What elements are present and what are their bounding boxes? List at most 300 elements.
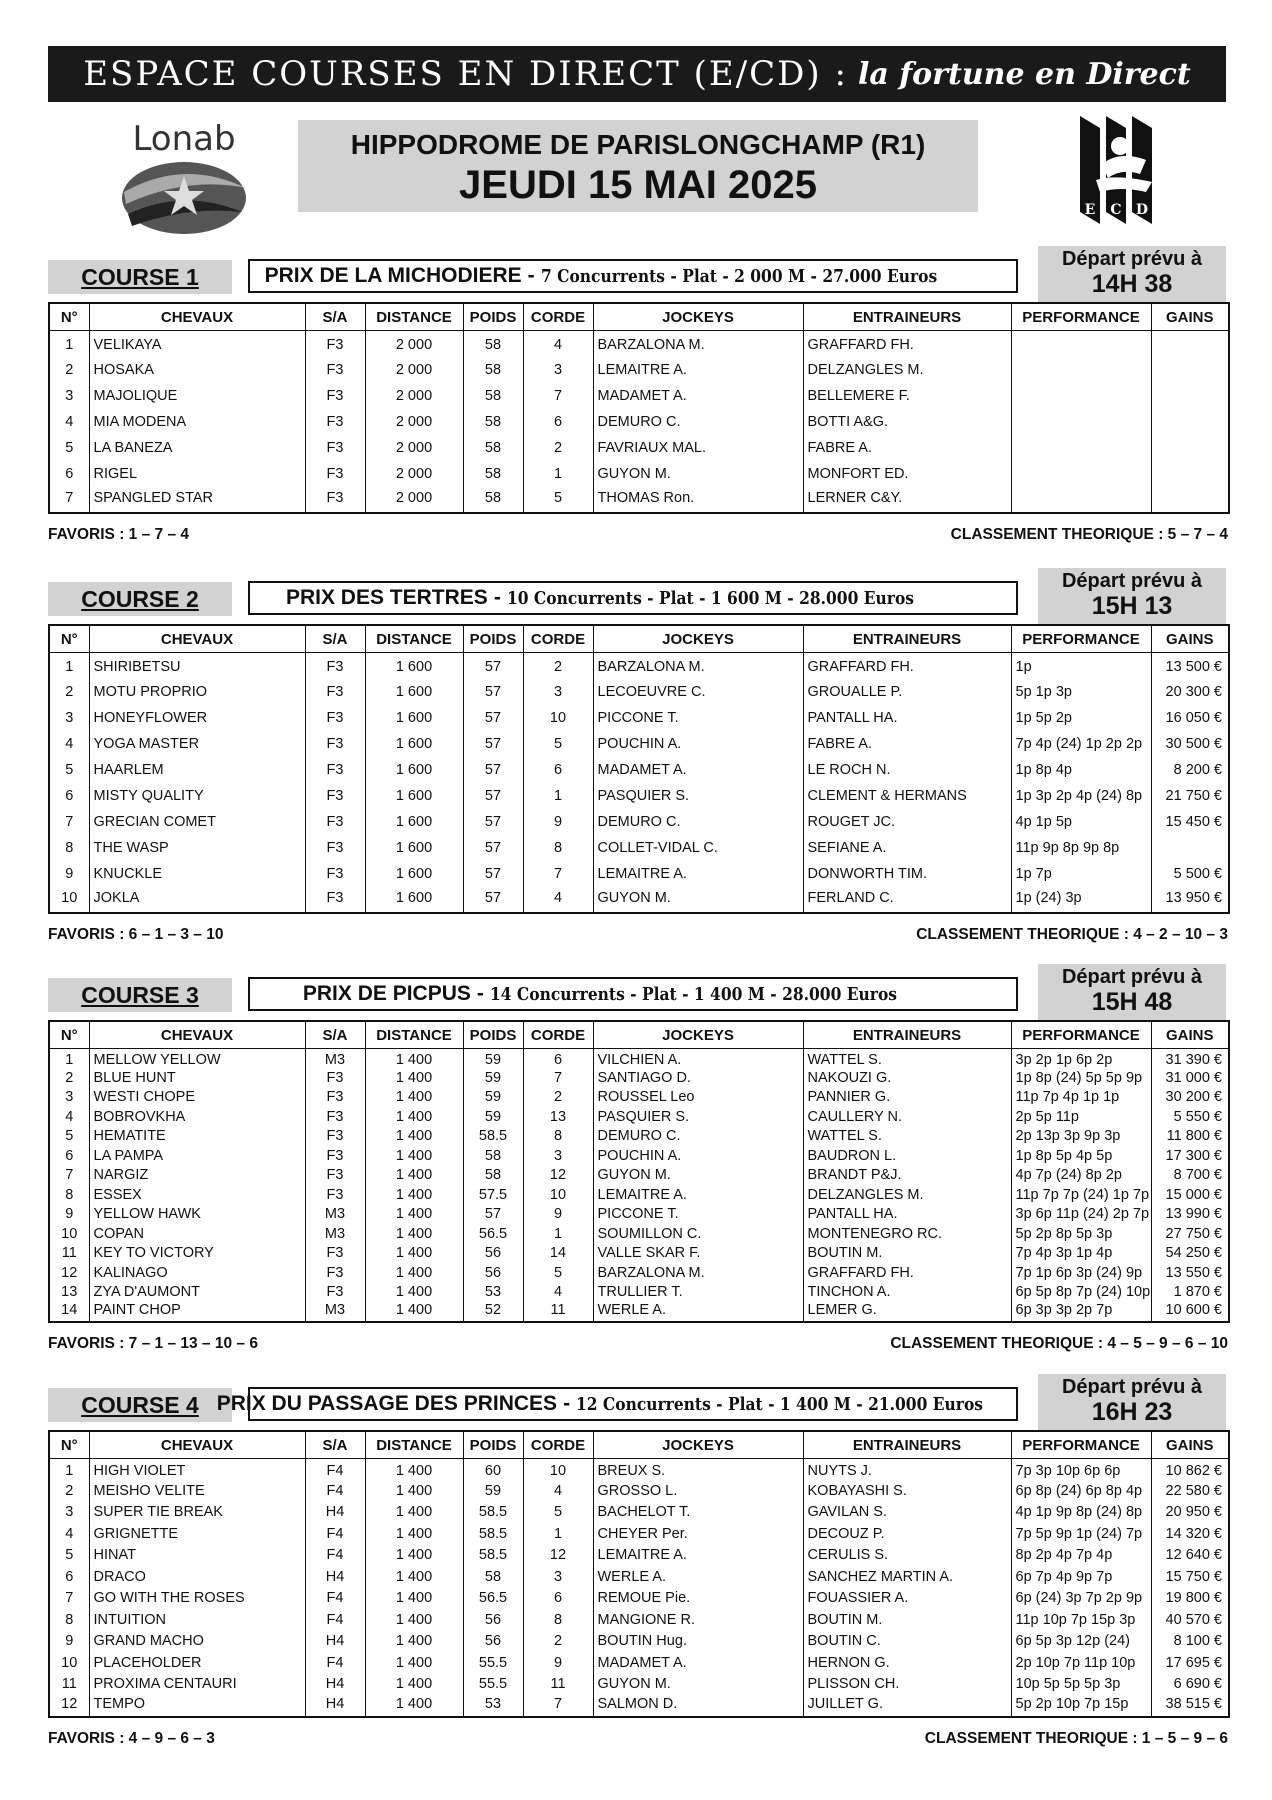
cell-n: 2 [49,1480,89,1502]
cell-poids: 57 [463,887,523,913]
cell-gains: 14 320 € [1151,1523,1229,1545]
cell-distance: 2 000 [365,383,463,409]
cell-corde: 5 [523,1263,593,1283]
column-header: N° [49,625,89,653]
cell-perf: 1p 8p (24) 5p 5p 9p [1011,1068,1151,1088]
cell-gains: 10 862 € [1151,1459,1229,1481]
cell-jockey: POUCHIN A. [593,1146,803,1166]
table-header-row [49,303,1229,331]
cell-cheval: PAINT CHOP [89,1302,305,1322]
cell-gains: 11 800 € [1151,1127,1229,1147]
cell-distance: 1 400 [365,1502,463,1524]
cell-corde: 13 [523,1107,593,1127]
cell-entraineur: GRAFFARD FH. [803,331,1011,357]
cell-poids: 57 [463,835,523,861]
cell-distance: 2 000 [365,435,463,461]
cell-perf: 2p 10p 7p 11p 10p [1011,1652,1151,1674]
cell-jockey: PASQUIER S. [593,783,803,809]
cell-sa: F3 [305,1283,365,1303]
table-row [49,409,1229,435]
cell-poids: 57 [463,783,523,809]
cell-poids: 58 [463,435,523,461]
cell-sa: F3 [305,1146,365,1166]
cell-distance: 1 600 [365,835,463,861]
hippodrome-header [298,120,978,212]
cell-corde: 4 [523,1480,593,1502]
cell-sa: H4 [305,1674,365,1696]
title-separator: - [476,982,484,1005]
column-header: POIDS [463,1021,523,1049]
cell-jockey: DEMURO C. [593,1127,803,1147]
cell-perf: 6p 8p (24) 6p 8p 4p [1011,1480,1151,1502]
cell-poids: 58 [463,1146,523,1166]
cell-n: 10 [49,1224,89,1244]
table-row [49,1068,1229,1088]
cell-sa: F3 [305,757,365,783]
cell-gains: 38 515 € [1151,1695,1229,1717]
cell-cheval: TEMPO [89,1695,305,1717]
cell-sa: F3 [305,461,365,487]
cell-corde: 2 [523,653,593,679]
cell-gains: 13 950 € [1151,887,1229,913]
cell-distance: 1 600 [365,679,463,705]
cell-perf: 1p [1011,653,1151,679]
depart-time: 15H 48 [1091,988,1173,1016]
cell-sa: F3 [305,1263,365,1283]
table-row [49,1205,1229,1225]
column-header: S/A [305,1431,365,1459]
cell-distance: 1 400 [365,1674,463,1696]
table-row [49,1480,1229,1502]
cell-corde: 3 [523,1566,593,1588]
cell-distance: 1 400 [365,1283,463,1303]
cell-poids: 58 [463,1566,523,1588]
cell-n: 7 [49,487,89,513]
favoris: FAVORIS : 6 – 1 – 3 – 10 [48,926,224,943]
cell-n: 8 [49,1609,89,1631]
column-header: CHEVAUX [89,1021,305,1049]
cell-corde: 1 [523,461,593,487]
cell-jockey: LEMAITRE A. [593,861,803,887]
cell-n: 9 [49,1205,89,1225]
table-row [49,1545,1229,1567]
cell-entraineur: FERLAND C. [803,887,1011,913]
cell-corde: 3 [523,1146,593,1166]
cell-entraineur: DELZANGLES M. [803,357,1011,383]
svg-text:C: C [1110,202,1122,218]
banner-tagline: la fortune en Direct [857,56,1191,92]
cell-perf [1011,435,1151,461]
cell-entraineur: BAUDRON L. [803,1146,1011,1166]
cell-jockey: PICCONE T. [593,705,803,731]
cell-entraineur: ROUGET JC. [803,809,1011,835]
cell-perf [1011,383,1151,409]
cell-poids: 57 [463,679,523,705]
cell-cheval: MELLOW YELLOW [89,1049,305,1069]
cell-corde: 4 [523,1283,593,1303]
cell-n: 2 [49,357,89,383]
cell-sa: H4 [305,1502,365,1524]
cell-perf: 11p 9p 8p 9p 8p [1011,835,1151,861]
cell-corde: 5 [523,1502,593,1524]
table-row [49,1146,1229,1166]
cell-gains [1151,435,1229,461]
cell-perf: 1p 3p 2p 4p (24) 8p [1011,783,1151,809]
cell-corde: 7 [523,383,593,409]
cell-distance: 1 400 [365,1609,463,1631]
cell-jockey: MADAMET A. [593,757,803,783]
column-header: ENTRAINEURS [803,303,1011,331]
cell-n: 3 [49,1088,89,1108]
cell-n: 7 [49,1588,89,1610]
cell-corde: 2 [523,1088,593,1108]
cell-gains: 5 550 € [1151,1107,1229,1127]
column-header: N° [49,1431,89,1459]
cell-distance: 1 600 [365,887,463,913]
cell-perf: 6p 5p 8p 7p (24) 10p [1011,1283,1151,1303]
cell-cheval: ZYA D'AUMONT [89,1283,305,1303]
table-row [49,835,1229,861]
cell-poids: 58 [463,357,523,383]
depart-box [1038,964,1226,1020]
cell-poids: 57 [463,705,523,731]
cell-perf: 6p 5p 3p 12p (24) [1011,1631,1151,1653]
svg-text:E: E [1084,202,1096,218]
cell-cheval: HONEYFLOWER [89,705,305,731]
cell-n: 1 [49,331,89,357]
lonab-logo [118,118,250,238]
cell-sa: F3 [305,487,365,513]
column-header: JOCKEYS [593,1431,803,1459]
cell-perf: 7p 3p 10p 6p 6p [1011,1459,1151,1481]
column-header: DISTANCE [365,625,463,653]
cell-cheval: LA BANEZA [89,435,305,461]
column-header: CHEVAUX [89,1431,305,1459]
cell-sa: H4 [305,1566,365,1588]
cell-corde: 12 [523,1545,593,1567]
cell-distance: 1 600 [365,705,463,731]
column-header: POIDS [463,303,523,331]
cell-poids: 57 [463,1205,523,1225]
cell-n: 6 [49,1146,89,1166]
cell-perf: 8p 2p 4p 7p 4p [1011,1545,1151,1567]
cell-jockey: BARZALONA M. [593,1263,803,1283]
column-header: N° [49,303,89,331]
cell-jockey: POUCHIN A. [593,731,803,757]
cell-jockey: DEMURO C. [593,809,803,835]
cell-distance: 1 600 [365,731,463,757]
cell-distance: 1 400 [365,1566,463,1588]
cell-sa: F3 [305,1107,365,1127]
cell-perf: 1p (24) 3p [1011,887,1151,913]
table-row [49,1502,1229,1524]
cell-perf: 6p 3p 3p 2p 7p [1011,1302,1151,1322]
cell-perf [1011,331,1151,357]
cell-distance: 1 400 [365,1166,463,1186]
cell-jockey: BREUX S. [593,1459,803,1481]
cell-sa: F3 [305,409,365,435]
cell-corde: 1 [523,783,593,809]
cell-corde: 8 [523,1609,593,1631]
cell-distance: 1 400 [365,1146,463,1166]
column-header: ENTRAINEURS [803,625,1011,653]
cell-jockey: BARZALONA M. [593,653,803,679]
table-row [49,861,1229,887]
cell-corde: 9 [523,1205,593,1225]
cell-entraineur: FABRE A. [803,731,1011,757]
cell-entraineur: SANCHEZ MARTIN A. [803,1566,1011,1588]
lonab-logo-text: Lonab [132,119,236,159]
cell-perf: 1p 8p 4p [1011,757,1151,783]
cell-gains [1151,409,1229,435]
cell-distance: 1 400 [365,1302,463,1322]
table-row [49,809,1229,835]
cell-perf: 4p 1p 9p 8p (24) 8p [1011,1502,1151,1524]
column-header: JOCKEYS [593,625,803,653]
cell-n: 4 [49,1107,89,1127]
cell-jockey: MADAMET A. [593,383,803,409]
cell-poids: 58.5 [463,1523,523,1545]
cell-jockey: REMOUE Pie. [593,1588,803,1610]
table-row [49,357,1229,383]
top-banner [48,46,1226,102]
column-header: DISTANCE [365,303,463,331]
cell-jockey: WERLE A. [593,1302,803,1322]
cell-n: 14 [49,1302,89,1322]
table-row [49,1652,1229,1674]
cell-sa: F4 [305,1588,365,1610]
cell-corde: 9 [523,809,593,835]
cell-perf: 3p 6p 11p (24) 2p 7p [1011,1205,1151,1225]
cell-gains: 13 550 € [1151,1263,1229,1283]
cell-jockey: CHEYER Per. [593,1523,803,1545]
cell-cheval: SUPER TIE BREAK [89,1502,305,1524]
cell-perf [1011,487,1151,513]
cell-sa: F3 [305,435,365,461]
cell-poids: 57 [463,861,523,887]
cell-cheval: VELIKAYA [89,331,305,357]
cell-distance: 1 400 [365,1545,463,1567]
cell-n: 1 [49,653,89,679]
cell-sa: F3 [305,653,365,679]
cell-gains [1151,383,1229,409]
course-label: COURSE 2 [48,582,232,616]
cell-poids: 58 [463,383,523,409]
table-row [49,1244,1229,1264]
runners-table [48,1430,1230,1718]
cell-jockey: TRULLIER T. [593,1283,803,1303]
cell-entraineur: LE ROCH N. [803,757,1011,783]
column-header: PERFORMANCE [1011,303,1151,331]
cell-perf [1011,461,1151,487]
cell-perf: 5p 2p 8p 5p 3p [1011,1224,1151,1244]
cell-gains [1151,487,1229,513]
cell-sa: F3 [305,809,365,835]
table-row [49,1224,1229,1244]
cell-distance: 1 400 [365,1224,463,1244]
cell-jockey: VALLE SKAR F. [593,1244,803,1264]
cell-entraineur: BRANDT P&J. [803,1166,1011,1186]
table-row [49,1523,1229,1545]
cell-perf: 4p 1p 5p [1011,809,1151,835]
svg-text:D: D [1135,202,1149,218]
cell-corde: 2 [523,1631,593,1653]
cell-entraineur: HERNON G. [803,1652,1011,1674]
cell-sa: M3 [305,1224,365,1244]
cell-perf: 2p 13p 3p 9p 3p [1011,1127,1151,1147]
cell-perf: 6p 7p 4p 9p 7p [1011,1566,1151,1588]
cell-cheval: PROXIMA CENTAURI [89,1674,305,1696]
cell-distance: 1 400 [365,1459,463,1481]
cell-distance: 2 000 [365,409,463,435]
cell-perf: 11p 7p 4p 1p 1p [1011,1088,1151,1108]
cell-entraineur: LERNER C&Y. [803,487,1011,513]
cell-sa: F3 [305,705,365,731]
cell-corde: 12 [523,1166,593,1186]
cell-gains: 13 500 € [1151,653,1229,679]
cell-gains: 19 800 € [1151,1588,1229,1610]
cell-perf: 2p 5p 11p [1011,1107,1151,1127]
cell-distance: 2 000 [365,357,463,383]
cell-cheval: THE WASP [89,835,305,861]
table-row [49,1674,1229,1696]
cell-perf: 7p 5p 9p 1p (24) 7p [1011,1523,1151,1545]
cell-entraineur: GAVILAN S. [803,1502,1011,1524]
cell-corde: 11 [523,1302,593,1322]
column-header: S/A [305,625,365,653]
cell-sa: F4 [305,1480,365,1502]
cell-entraineur: NUYTS J. [803,1459,1011,1481]
cell-cheval: HIGH VIOLET [89,1459,305,1481]
cell-distance: 1 400 [365,1588,463,1610]
course-title [248,977,1018,1011]
cell-corde: 7 [523,1068,593,1088]
cell-cheval: GRAND MACHO [89,1631,305,1653]
cell-perf: 11p 7p 7p (24) 1p 7p [1011,1185,1151,1205]
cell-n: 5 [49,435,89,461]
cell-n: 10 [49,887,89,913]
favoris: FAVORIS : 1 – 7 – 4 [48,526,189,543]
cell-n: 4 [49,409,89,435]
cell-gains: 1 870 € [1151,1283,1229,1303]
cell-distance: 1 400 [365,1127,463,1147]
cell-cheval: LA PAMPA [89,1146,305,1166]
cell-corde: 10 [523,705,593,731]
table-row [49,435,1229,461]
column-header: PERFORMANCE [1011,1021,1151,1049]
table-row [49,1566,1229,1588]
cell-entraineur: MONFORT ED. [803,461,1011,487]
cell-jockey: WERLE A. [593,1566,803,1588]
favoris: FAVORIS : 7 – 1 – 13 – 10 – 6 [48,1335,258,1352]
cell-sa: F3 [305,835,365,861]
cell-entraineur: NAKOUZI G. [803,1068,1011,1088]
cell-gains: 12 640 € [1151,1545,1229,1567]
cell-distance: 2 000 [365,331,463,357]
cell-sa: H4 [305,1631,365,1653]
cell-n: 1 [49,1459,89,1481]
cell-cheval: SHIRIBETSU [89,653,305,679]
cell-n: 7 [49,1166,89,1186]
column-header: CHEVAUX [89,303,305,331]
cell-distance: 1 400 [365,1695,463,1717]
cell-sa: F3 [305,1088,365,1108]
cell-corde: 4 [523,887,593,913]
cell-sa: F3 [305,679,365,705]
column-header: GAINS [1151,303,1229,331]
cell-poids: 53 [463,1283,523,1303]
cell-poids: 56 [463,1631,523,1653]
cell-corde: 6 [523,1588,593,1610]
cell-poids: 55.5 [463,1674,523,1696]
course-label: COURSE 3 [48,978,232,1012]
cell-jockey: GUYON M. [593,1674,803,1696]
cell-jockey: GUYON M. [593,461,803,487]
cell-gains: 6 690 € [1151,1674,1229,1696]
cell-n: 9 [49,861,89,887]
cell-corde: 8 [523,1127,593,1147]
depart-label: Départ prévu à [1061,248,1203,270]
column-header: POIDS [463,1431,523,1459]
depart-box [1038,246,1226,302]
cell-perf: 1p 5p 2p [1011,705,1151,731]
cell-gains [1151,461,1229,487]
column-header: POIDS [463,625,523,653]
column-header: CORDE [523,1021,593,1049]
cell-n: 5 [49,757,89,783]
cell-entraineur: BELLEMERE F. [803,383,1011,409]
prix-name: PRIX DU PASSAGE DES PRINCES [216,1392,558,1415]
cell-sa: F3 [305,783,365,809]
cell-sa: F3 [305,731,365,757]
cell-corde: 6 [523,757,593,783]
cell-n: 10 [49,1652,89,1674]
cell-cheval: BOBROVKHA [89,1107,305,1127]
cell-entraineur: FABRE A. [803,435,1011,461]
cell-perf: 5p 2p 10p 7p 15p [1011,1695,1151,1717]
cell-cheval: WESTI CHOPE [89,1088,305,1108]
cell-poids: 52 [463,1302,523,1322]
cell-jockey: BARZALONA M. [593,331,803,357]
cell-jockey: COLLET-VIDAL C. [593,835,803,861]
column-header: GAINS [1151,1021,1229,1049]
cell-jockey: MANGIONE R. [593,1609,803,1631]
cell-corde: 8 [523,835,593,861]
title-separator: - [527,264,535,287]
cell-entraineur: CLEMENT & HERMANS [803,783,1011,809]
table-row [49,383,1229,409]
cell-entraineur: WATTEL S. [803,1127,1011,1147]
table-row [49,1459,1229,1481]
cell-poids: 56.5 [463,1224,523,1244]
cell-entraineur: BOUTIN M. [803,1609,1011,1631]
cell-sa: F3 [305,887,365,913]
cell-gains: 5 500 € [1151,861,1229,887]
cell-entraineur: GRAFFARD FH. [803,1263,1011,1283]
cell-entraineur: BOTTI A&G. [803,409,1011,435]
table-row [49,1631,1229,1653]
cell-jockey: LECOEUVRE C. [593,679,803,705]
classement-theorique: CLASSEMENT THEORIQUE : 4 – 5 – 9 – 6 – 10 [890,1335,1228,1352]
cell-cheval: HOSAKA [89,357,305,383]
cell-poids: 53 [463,1695,523,1717]
column-header: ENTRAINEURS [803,1431,1011,1459]
cell-entraineur: CERULIS S. [803,1545,1011,1567]
ecd-jockey-logo-icon [1076,116,1172,224]
cell-jockey: FAVRIAUX MAL. [593,435,803,461]
cell-jockey: SANTIAGO D. [593,1068,803,1088]
cell-entraineur: DONWORTH TIM. [803,861,1011,887]
